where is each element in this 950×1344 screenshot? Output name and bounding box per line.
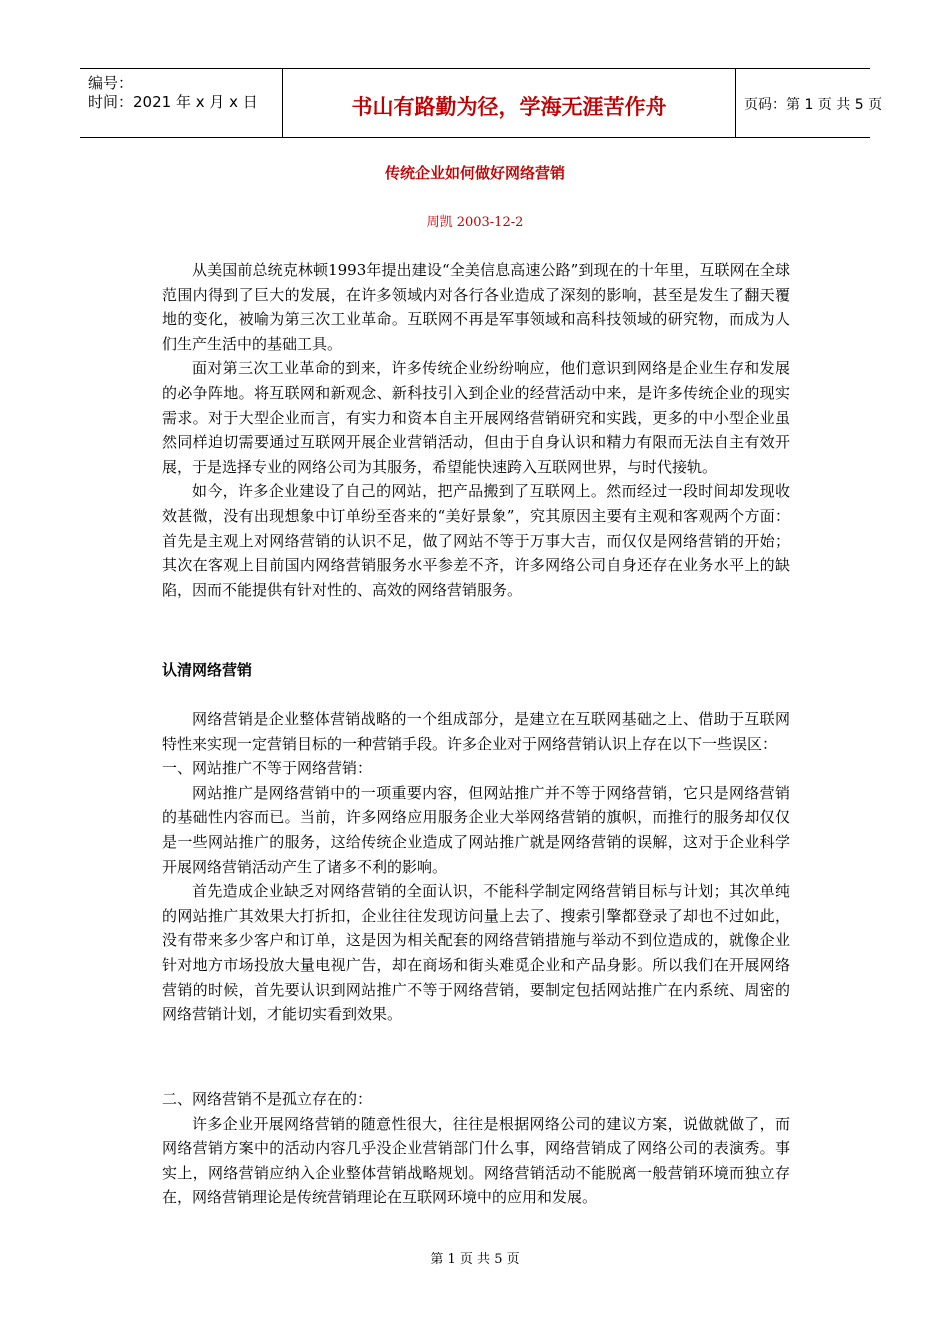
- paragraph: 从美国前总统克林顿1993年提出建设“全美信息高速公路”到现在的十年里，互联网在全球范围内得到了巨大的发展，在许多领域内对各行各业造成了深刻的影响，甚至是发生了翻天覆地的变化，被喻为第三次工业革命。互联网不再是军事领域和高科技领域的研究物，而成为人们生产生活中的基础工具。: [162, 261, 790, 353]
- header-left-cell: [80, 69, 282, 137]
- intro-section: [162, 258, 790, 602]
- paragraph: 网站推广是网络营销中的一项重要内容，但网站推广并不等于网络营销，它只是网络营销的基础性内容而已。当前，许多网络应用服务企业大举网络营销的旗帜，而推行的服务却仅仅是一些网站推广的服务，这给传统企业造成了网站推广就是网络营销的误解，这对于企业科学开展网络营销活动产生了诸多不利的影响。: [162, 783, 790, 876]
- article-title: 传统企业如何做好网络营销: [384, 164, 565, 182]
- misconceptions-section: [162, 707, 790, 1027]
- paragraph: 如今，许多企业建设了自己的网站，把产品搬到了互联网上。然而经过一段时间却发现收效甚微，没有出现想象中订单纷至沓来的“美好景象”，究其原因主要有主观和客观两个方面：首先是主观上对网络营销的认识不足，做了网站不等于万事大吉，而仅仅是网络营销的开始；其次在客观上目前国内网络营销服务水平参差不齐，许多网络公司自身还存在业务水平上的缺陷，因而不能提供有针对性的、高效的网络营销服务。: [162, 482, 790, 599]
- section-heading: 认清网络营销: [162, 661, 253, 679]
- serial-label: 编号：: [88, 74, 134, 92]
- paragraph: 面对第三次工业革命的到来，许多传统企业纷纷响应，他们意识到网络是企业生存和发展的必争阵地。将互联网和新观念、新科技引入到企业的经营活动中来，是许多传统企业的现实需求。对于大型企业而言，有实力和资本自主开展网络营销研究和实践，更多的中小型企业虽然同样迫切需要通过互联网开展企业营销活动，但由于自身认识和精力有限而无法自主有效开展，于是选择专业的网络公司为其服务，希望能快速跨入互联网世界，与时代接轨。: [162, 359, 790, 476]
- header-page-info: 页码：第 1 页 共 5 页: [744, 97, 883, 113]
- motto: 书山有路勤为径，学海无涯苦作舟: [351, 95, 667, 119]
- header-table: [80, 68, 883, 138]
- author-date: 周凯 2003-12-2: [426, 215, 524, 230]
- paragraph: 首先造成企业缺乏对网络营销的全面认识，不能科学制定网络营销目标与计划；其次单纯的网站推广其效果大打折扣，企业往往发现访问量上去了、搜索引擎都登录了却也不过如此，没有带来多少客户和订单，这是因为相关配套的网络营销措施与举动不到位造成的，就像企业针对地方市场投放大量电视广告，却在商场和街头难觅企业和产品身影。所以我们在开展网络营销的时候，首先要认识到网站推广不等于网络营销，要制定包括网站推广在内系统、周密的网络营销计划，才能切实看到效果。: [162, 882, 790, 1024]
- point-heading: 二、网络营销不是孤立存在的：: [162, 1090, 373, 1108]
- point2-section: [162, 1087, 790, 1210]
- date-line: 时间：2021 年 x 月 x 日: [88, 93, 258, 111]
- paragraph: 网络营销是企业整体营销战略的一个组成部分，是建立在互联网基础之上、借助于互联网特性来实现一定营销目标的一种营销手段。许多企业对于网络营销认识上存在以下一些误区：: [162, 710, 790, 753]
- header-motto-cell: [282, 69, 736, 137]
- point-heading: 一、网站推广不等于网络营销：: [162, 759, 373, 778]
- paragraph: 许多企业开展网络营销的随意性很大，往往是根据网络公司的建议方案，说做就做了，而网络营销方案中的活动内容几乎没企业营销部门什么事，网络营销成了网络公司的表演秀。事实上，网络营销应纳入企业整体营销战略规划。网络营销活动不能脱离一般营销环境而独立存在，网络营销理论是传统营销理论在互联网环境中的应用和发展。: [162, 1114, 790, 1207]
- header-page-cell: [736, 69, 883, 137]
- page-footer: 第 1 页 共 5 页: [430, 1252, 520, 1267]
